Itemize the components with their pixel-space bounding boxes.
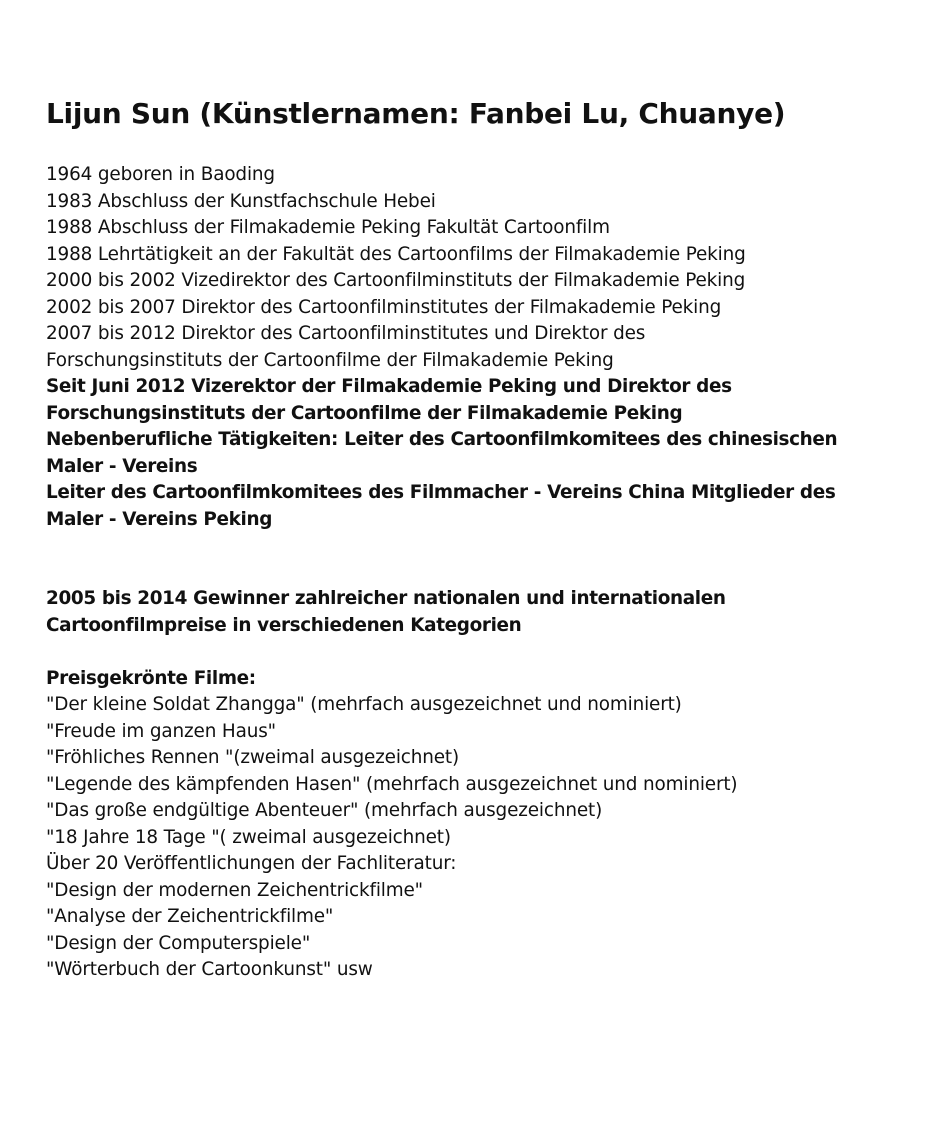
position-line: Nebenberufliche Tätigkeiten: Leiter des Cartoonfilmkomitees des chinesischen bbox=[46, 429, 838, 450]
publication-item: "Wörterbuch der Cartoonkunst" usw bbox=[46, 959, 373, 980]
film-item: "Der kleine Soldat Zhangga" (mehrfach ausgezeichnet und nominiert) bbox=[46, 694, 682, 715]
film-item: "18 Jahre 18 Tage "( zweimal ausgezeichnet) bbox=[46, 826, 451, 848]
page-title: Lijun Sun (Künstlernamen: Fanbei Lu, Chuanye) bbox=[46, 97, 786, 130]
publication-item: "Analyse der Zeichentrickfilme" bbox=[46, 906, 334, 927]
current-positions-section bbox=[46, 374, 906, 533]
position-line: Seit Juni 2012 Vizerektor der Filmakademie Peking und Direktor des bbox=[46, 376, 732, 397]
film-item: "Legende des kämpfenden Hasen" (mehrfach ausgezeichnet und nominiert) bbox=[46, 773, 738, 795]
career-line: 1983 Abschluss der Kunstfachschule Hebei bbox=[46, 190, 436, 212]
publication-item: "Design der modernen Zeichentrickfilme" bbox=[46, 879, 423, 901]
awards-line: 2005 bis 2014 Gewinner zahlreicher nationalen und internationalen bbox=[46, 588, 726, 609]
section-spacer bbox=[46, 533, 906, 586]
publications-heading: Über 20 Veröffentlichungen der Fachliteratur: bbox=[46, 853, 457, 874]
position-line: Maler - Vereins Peking bbox=[46, 508, 273, 530]
awards-section bbox=[46, 586, 906, 639]
publication-item: "Design der Computerspiele" bbox=[46, 932, 311, 954]
publications-section bbox=[46, 851, 906, 984]
film-item: "Das große endgültige Abenteuer" (mehrfach ausgezeichnet) bbox=[46, 800, 603, 821]
career-line: 2002 bis 2007 Direktor des Cartoonfilminstitutes der Filmakademie Peking bbox=[46, 296, 722, 318]
biography bbox=[46, 92, 906, 984]
position-line: Leiter des Cartoonfilmkomitees des Filmmacher - Vereins China Mitglieder des bbox=[46, 482, 836, 503]
career-line: Forschungsinstituts der Cartoonfilme der Filmakademie Peking bbox=[46, 349, 614, 371]
position-line: Forschungsinstituts der Cartoonfilme der Filmakademie Peking bbox=[46, 402, 683, 424]
career-line: 2000 bis 2002 Vizedirektor des Cartoonfilminstituts der Filmakademie Peking bbox=[46, 270, 746, 291]
career-line: 1964 geboren in Baoding bbox=[46, 164, 275, 185]
awards-line: Cartoonfilmpreise in verschiedenen Kategorien bbox=[46, 614, 522, 636]
career-line: 1988 Lehrtätigkeit an der Fakultät des Cartoonfilms der Filmakademie Peking bbox=[46, 243, 746, 265]
section-spacer bbox=[46, 639, 906, 666]
career-line: 2007 bis 2012 Direktor des Cartoonfilminstitutes und Direktor des bbox=[46, 323, 646, 344]
films-section bbox=[46, 666, 906, 852]
film-item: "Freude im ganzen Haus" bbox=[46, 720, 276, 742]
film-item: "Fröhliches Rennen "(zweimal ausgezeichnet) bbox=[46, 747, 460, 768]
career-section bbox=[46, 162, 906, 374]
career-line: 1988 Abschluss der Filmakademie Peking Fakultät Cartoonfilm bbox=[46, 217, 610, 238]
position-line: Maler - Vereins bbox=[46, 455, 198, 477]
films-heading: Preisgekrönte Filme: bbox=[46, 667, 256, 689]
